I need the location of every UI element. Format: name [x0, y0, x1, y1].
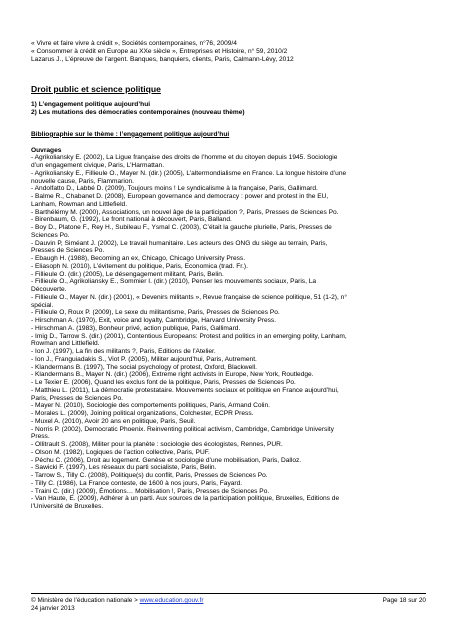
- bibliography-line: Press.: [31, 433, 50, 441]
- bibliography-line: - Dauvin P, Siméant J. (2002), Le travail humanitaire. Les acteurs des ONG du siège au terrain, Paris,: [31, 239, 328, 247]
- bibliography-line: - Boy D., Platone F., Rey H., Subileau F., Ysmal C. (2003), C’était la gauche plurielle, Paris, Presses de: [31, 224, 332, 231]
- bibliography-line: - Matthieu L. (2011), La démocratie protestataire. Mouvements sociaux et politique en France aujourd’hui,: [31, 386, 339, 394]
- bibliography-line: - Fillieule O., Mayer N. (dir.) (2001), « Devenirs militants », Revue française de science politique, 51 (1-2), n°: [31, 293, 347, 301]
- bibliography-line: - Morales L. (2009), Joining political organizations, Colchester, ECPR Press.: [31, 410, 254, 417]
- bibliography-title: Bibliographie sur le thème : l’engagement politique aujourd’hui: [31, 130, 230, 138]
- reference-line: « Consommer à crédit en Europe au XXe siècle », Entreprises et Histoire, n° 59, 2010/2: [31, 47, 288, 55]
- theme-2: 2) Les mutations des démocraties contemporaines (nouveau thème): [31, 109, 245, 116]
- bibliography-line: - Tilly C. (1986), La France conteste, de 1600 à nos jours, Paris, Fayard.: [31, 479, 243, 487]
- bibliography-line: - Van Haute, E. (2009), Adhérer à un parti. Aux sources de la participation politique, Bruxelles, Editions de: [31, 495, 340, 503]
- bibliography-line: Rowman and Littlefield.: [31, 340, 100, 348]
- bibliography-line: - Ion J., Franguiadakis S., Viot P. (2005), Militer aujourd’hui, Paris, Autrement.: [31, 355, 257, 363]
- reference-line: Lazarus J., L’épreuve de l’argent. Banques, banquiers, clients, Paris, Calmann-Lévy, 2012: [31, 55, 294, 63]
- bibliography-line: - Tarrow S., Tilly C. (2008), Politique(s) du conflit, Paris, Presses de Sciences Po.: [31, 472, 268, 479]
- bibliography-line: - Ebaugh H. (1988), Becoming an ex, Chicago, Chicago University Press.: [31, 255, 246, 262]
- bibliography-line: nouvelle cause, Paris, Flammarion.: [31, 177, 134, 185]
- bibliography-line: Paris, Presses de Sciences Po.: [31, 394, 123, 402]
- bibliography-line: - Klandermans B., Mayer N. (dir.) (2006), Extreme right activists in Europe, New York, Routledge.: [31, 371, 314, 379]
- bibliography-line: - Muxel A. (2010), Avoir 20 ans en politique, Paris, Seuil.: [31, 417, 196, 425]
- bibliography-line: Sciences Po.: [31, 231, 70, 239]
- bibliography-line: - Hirschman A. (1983), Bonheur privé, action publique, Paris, Gallimard.: [31, 324, 241, 332]
- footer-copyright-text: © Ministère de l’éducation nationale >: [31, 597, 140, 604]
- reference-line: « Vivre et faire vivre à crédit », Sociétés contemporaines, n°76, 2009/4: [31, 40, 237, 47]
- bibliography-line: Lanham, Rowman and Littlefield.: [31, 200, 128, 208]
- bibliography-line: - Mayer N. (2010), Sociologie des comportements politiques, Paris, Armand Colin.: [31, 402, 270, 410]
- footer-link[interactable]: www.education.gouv.fr: [139, 597, 204, 604]
- bibliography-line: - Hirschman A. (1970), Exit, voice and loyalty, Cambridge, Harvard University Press.: [31, 317, 277, 324]
- theme-1: 1) L’engagement politique aujourd’hui: [31, 101, 151, 109]
- bibliography-line: - Ion J. (1997), La fin des militants ?, Paris, Editions de l’Atelier.: [31, 348, 216, 355]
- footer-copyright: [31, 597, 203, 605]
- bibliography-line: Presses de Sciences Po.: [31, 247, 105, 255]
- bibliography-line: - Péchu C. (2006), Droit au logement. Genèse et sociologie d’une mobilisation, Paris, Dalloz.: [31, 456, 302, 464]
- document-body: [31, 40, 426, 511]
- bibliography-line: - Traini C. (dir.) (2009), Émotions… Mobilisation !, Paris, Presses de Sciences Po.: [31, 487, 270, 495]
- bibliography-line: - Klandermans B. (1997), The social psychology of protest, Oxford, Blackwell.: [31, 363, 258, 371]
- ouvrages-heading: Ouvrages: [31, 146, 62, 154]
- bibliography-line: - Agrikoliansky E., Fillieule O., Mayer N. (dir.) (2005), L’altermondialisme en France. La longue histoire d’une: [31, 169, 347, 177]
- top-references: [31, 40, 426, 63]
- bibliography-line: - Birenbaum, G. (1992), Le front national à découvert, Paris, Balland.: [31, 216, 232, 224]
- bibliography-line: - Sawicki F. (1997), Les réseaux du parti socialiste, Paris, Belin.: [31, 464, 217, 472]
- bibliography-line: - Ollitrault S. (2008), Militer pour la planète : sociologie des écologistes, Rennes, PUR.: [31, 441, 283, 448]
- bibliography-line: - Andolfatto D., Labbé D. (2009), Toujours moins ! Le syndicalisme à la française, Paris, Gallimard.: [31, 185, 318, 193]
- page-footer: [31, 593, 426, 612]
- bibliography-line: - Agrikoliansky E. (2002), La Ligue française des droits de l’homme et du citoyen depuis 1945. Sociologie: [31, 154, 338, 162]
- bibliography-line: - Olson M. (1982), Logiques de l’action collective, Paris, PUF.: [31, 448, 210, 456]
- bibliography-line: l’Université de Bruxelles.: [31, 503, 104, 510]
- bibliography-line: - Fillieule O., Agrikoliansky E., Sommier I. (dir.) (2010), Penser les mouvements sociaux, Paris, La: [31, 278, 317, 286]
- bibliography-line: - Le Texier E. (2006), Quand les exclus font de la politique, Paris, Presses de Sciences Po.: [31, 379, 296, 386]
- bibliography-line: - Fillieule O, Roux P. (2009), Le sexe du militantisme, Paris, Presses de Sciences Po.: [31, 309, 280, 317]
- bibliography-line: - Norris P. (2002), Democratic Phoenix. Reinventing political activism, Cambridge, Cambridge University: [31, 425, 334, 433]
- bibliography-line: - Balme R., Chabanet D. (2008), European governance and democracy : power and protest in the EU,: [31, 193, 329, 200]
- bibliography-list: [31, 154, 426, 511]
- footer-page-number: Page 18 sur 20: [382, 597, 426, 604]
- section-title: Droit public et science politique: [31, 84, 161, 95]
- bibliography-line: - Eliasoph N. (2010), L’évitement du politique, Paris, Economica (trad. Fr.).: [31, 262, 248, 270]
- bibliography-line: d’un engagement civique, Paris, L’Harmattan.: [31, 162, 165, 169]
- footer-date: 24 janvier 2013: [31, 604, 75, 612]
- bibliography-line: spécial.: [31, 301, 54, 309]
- bibliography-line: - Imig D., Tarrow S. (dir.) (2001), Contentious Europeans: Protest and politics in an emerging polity, Lanham,: [31, 332, 347, 340]
- bibliography-line: Découverte.: [31, 286, 67, 293]
- bibliography-line: - Fillieule O. (dir.) (2005), Le désengagement militant, Paris, Belin.: [31, 270, 224, 278]
- bibliography-line: - Barthélémy M. (2000), Associations, un nouvel âge de la participation ?, Paris, Presses de Sciences Po.: [31, 208, 339, 216]
